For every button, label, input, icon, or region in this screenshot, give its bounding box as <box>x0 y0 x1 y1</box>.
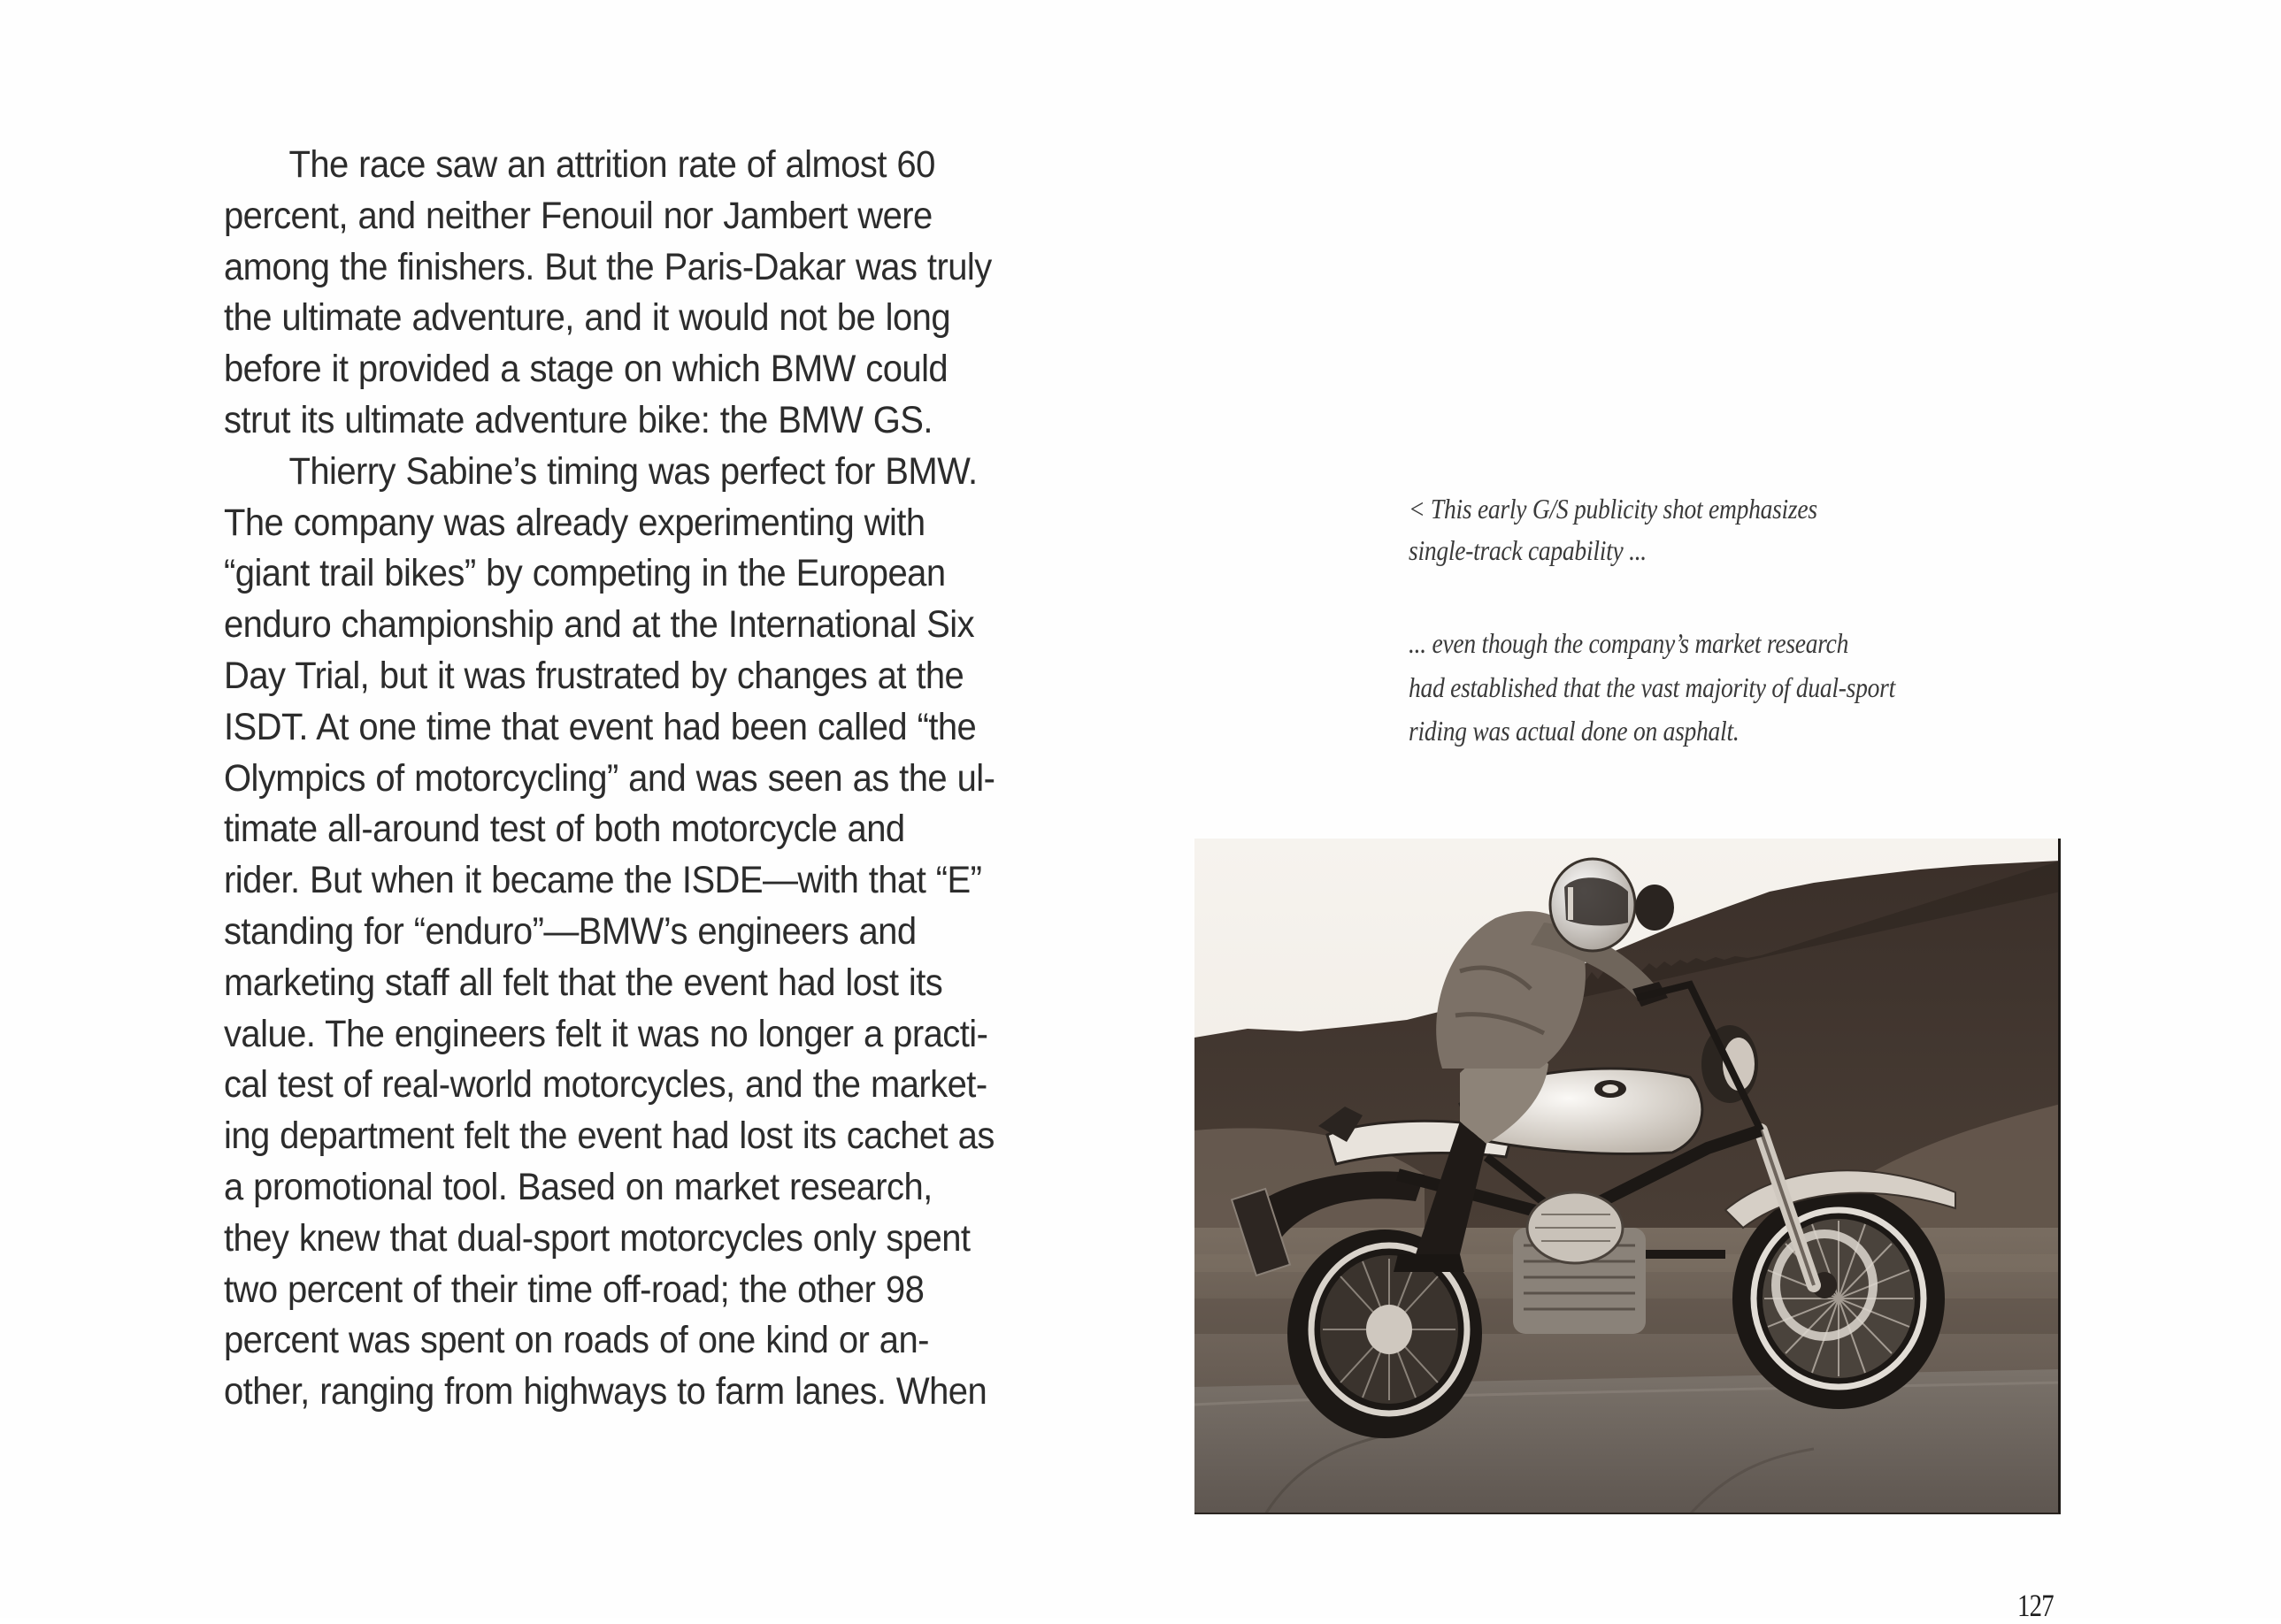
caption-line: riding was actual done on asphalt. <box>1409 715 1740 747</box>
body-line: percent was spent on roads of one kind or an- <box>224 1319 929 1362</box>
caption-line: < This early G/S publicity shot emphasizes <box>1409 493 1817 525</box>
body-line: rider. But when it became the ISDE—with that “E” <box>224 859 982 902</box>
body-line: cal test of real-world motorcycles, and the market- <box>224 1063 987 1107</box>
body-line: percent, and neither Fenouil nor Jambert were <box>224 194 933 237</box>
body-line: The race saw an attrition rate of almost 60 <box>288 143 935 186</box>
body-line: ing department felt the event had lost its cachet as <box>224 1115 995 1158</box>
body-line: among the finishers. But the Paris-Dakar was truly <box>224 245 992 288</box>
body-line: timate all-around test of both motorcycle and <box>224 808 905 851</box>
body-line: two percent of their time off-road; the other 98 <box>224 1268 925 1311</box>
body-line: enduro championship and at the International Six <box>224 603 975 647</box>
photo-caption-1 <box>1409 488 1987 571</box>
body-line: a promotional tool. Based on market research, <box>224 1165 933 1208</box>
page-number: 127 <box>2017 1588 2054 1623</box>
body-line: the ultimate adventure, and it would not be long <box>224 296 951 340</box>
body-line: Thierry Sabine’s timing was perfect for BMW. <box>288 449 978 493</box>
body-line: standing for “enduro”—BMW’s engineers and <box>224 909 917 953</box>
body-line: before it provided a stage on which BMW could <box>224 348 948 391</box>
body-line: strut its ultimate adventure bike: the BMW GS. <box>224 398 933 441</box>
caption-line: had established that the vast majority of dual-sport <box>1409 670 1895 703</box>
body-line: ISDT. At one time that event had been called “the <box>224 705 977 748</box>
photo-caption-2 <box>1409 622 1987 754</box>
caption-line: single-track capability ... <box>1409 534 1647 566</box>
body-line: they knew that dual-sport motorcycles only spent <box>224 1216 971 1260</box>
body-line: marketing staff all felt that the event had lost its <box>224 961 943 1004</box>
motorcycle-rider-illustration <box>1194 839 2061 1514</box>
body-line: value. The engineers felt it was no longer a practi- <box>224 1012 988 1055</box>
body-line: The company was already experimenting with <box>224 501 925 544</box>
body-line: “giant trail bikes” by competing in the European <box>224 552 946 595</box>
body-text-column <box>224 140 1039 1418</box>
caption-line: ... even though the company’s market research <box>1409 627 1849 659</box>
body-line: Olympics of motorcycling” and was seen as the ul- <box>224 756 995 800</box>
motorcycle-photo <box>1194 839 2061 1514</box>
body-line: Day Trial, but it was frustrated by changes at the <box>224 654 964 697</box>
body-line: other, ranging from highways to farm lanes. When <box>224 1370 987 1413</box>
